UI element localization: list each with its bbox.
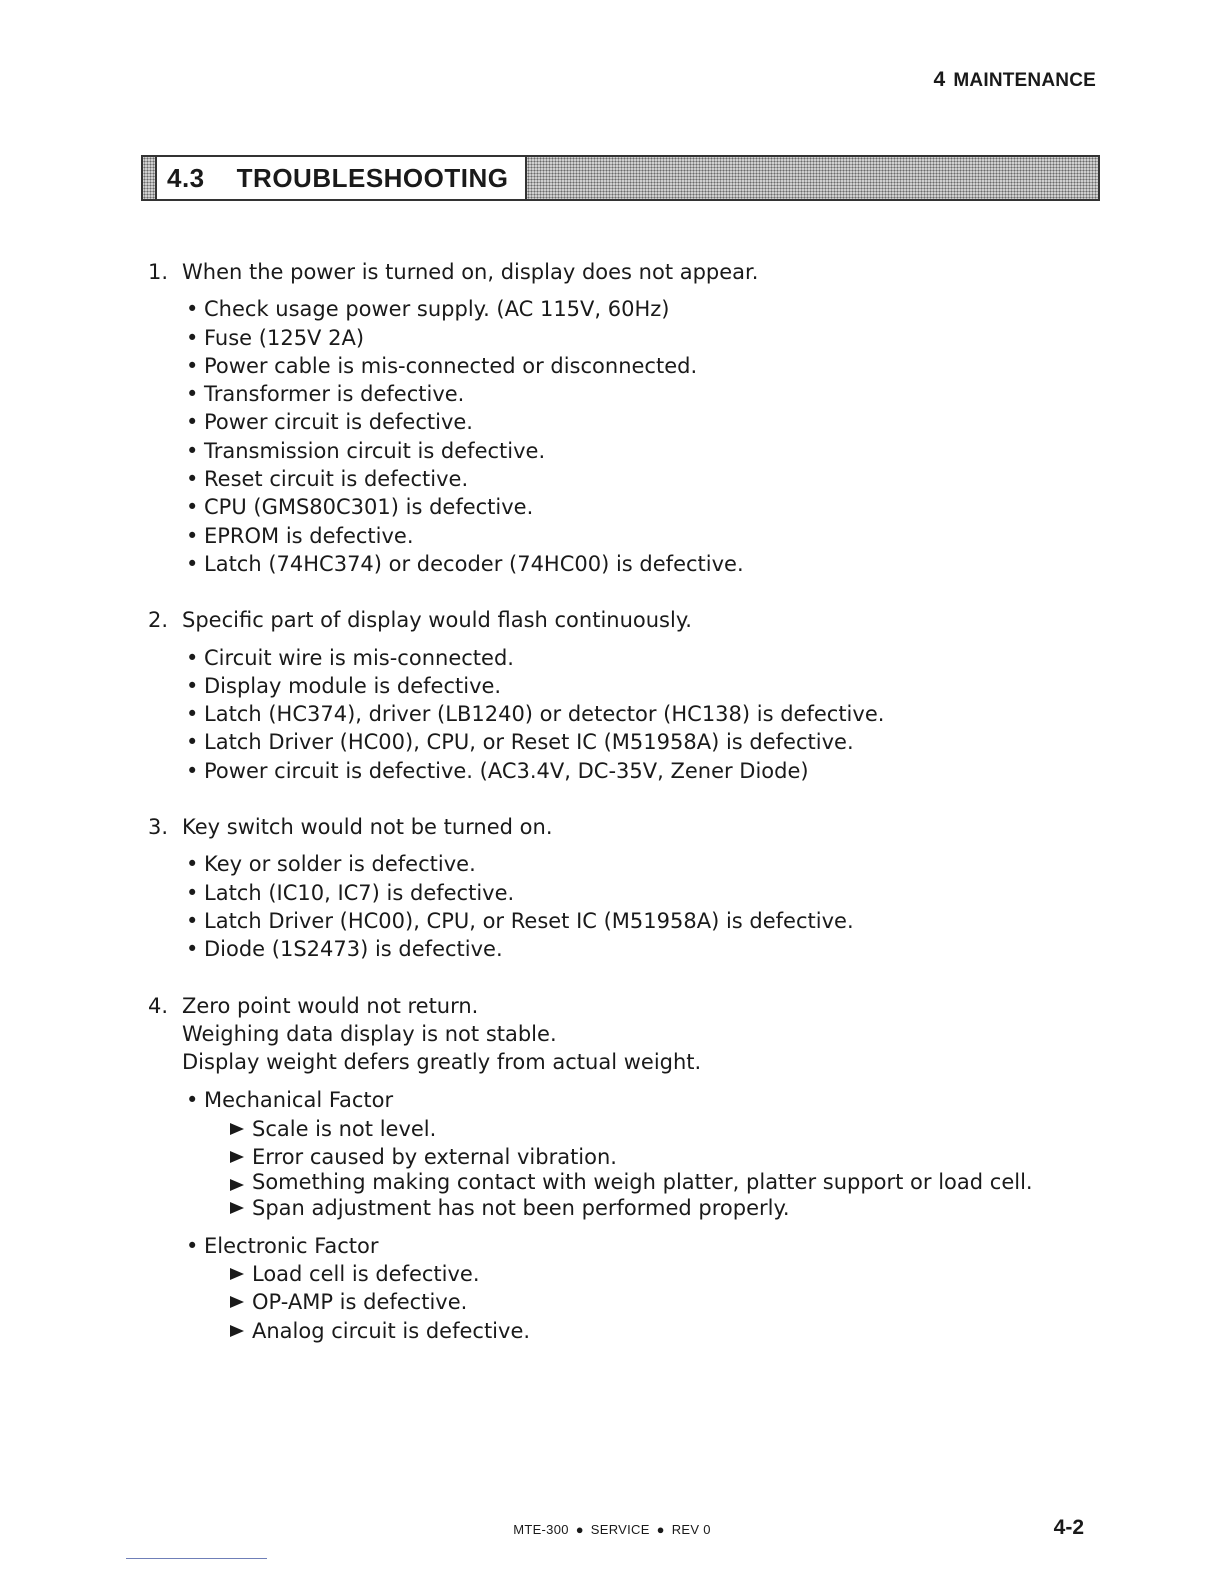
section-bar-left-stipple: [143, 157, 157, 199]
bullet-icon: •: [186, 730, 199, 755]
cause-text: Latch (74HC374) or decoder (74HC00) is defective.: [204, 551, 744, 576]
bullet-icon: •: [186, 937, 199, 962]
bullet-icon: •: [186, 297, 199, 322]
cause-item: [186, 550, 1098, 578]
triangle-arrow-icon: [230, 1179, 244, 1191]
factor-cause-text: Analog circuit is defective.: [252, 1318, 531, 1343]
cause-item: [186, 644, 1098, 672]
cause-item: [186, 352, 1098, 380]
bullet-icon: •: [186, 523, 199, 548]
bottom-divider: [126, 1558, 267, 1559]
bullet-icon: •: [186, 645, 199, 670]
cause-item: [186, 935, 1098, 963]
triangle-arrow-icon: [230, 1151, 244, 1163]
footer-revision: REV 0: [671, 1522, 711, 1537]
cause-text: Diode (1S2473) is defective.: [204, 937, 503, 962]
footer-separator-icon: ●: [656, 1522, 665, 1537]
troubleshooting-item-4: [148, 992, 1098, 1345]
bullet-icon: •: [186, 410, 199, 435]
cause-text: Latch (HC374), driver (LB1240) or detector (HC138) is defective.: [204, 702, 885, 727]
cause-item: [186, 757, 1098, 785]
factor-list: [182, 1086, 1098, 1344]
cause-text: Latch Driver (HC00), CPU, or Reset IC (M51958A) is defective.: [204, 730, 854, 755]
factor-cause-text: Span adjustment has not been performed properly.: [252, 1196, 790, 1221]
bullet-icon: •: [186, 852, 199, 877]
cause-text: Reset circuit is defective.: [204, 467, 469, 492]
cause-item: [186, 465, 1098, 493]
triangle-arrow-icon: [230, 1123, 244, 1135]
bullet-icon: •: [186, 353, 199, 378]
item-symptom: When the power is turned on, display does not appear.: [182, 260, 759, 284]
cause-item: [186, 324, 1098, 352]
factor-cause-list: [204, 1260, 1098, 1345]
cause-text: Circuit wire is mis-connected.: [204, 645, 514, 670]
triangle-arrow-icon: [230, 1296, 244, 1308]
factor-group-mechanical: [186, 1086, 1098, 1222]
footer-separator-icon: ●: [575, 1522, 584, 1537]
factor-cause-item: [230, 1143, 1098, 1171]
cause-list: [182, 295, 1098, 578]
cause-text: Latch (IC10, IC7) is defective.: [204, 880, 515, 905]
cause-text: Check usage power supply. (AC 115V, 60Hz): [204, 297, 670, 322]
item-symptom: Weighing data display is not stable.: [182, 1021, 557, 1046]
factor-cause-text: OP-AMP is defective.: [252, 1290, 468, 1315]
chapter-header: [934, 68, 1096, 92]
bullet-icon: •: [186, 325, 199, 350]
item-number: 4.: [148, 993, 169, 1018]
item-symptom: Zero point would not return.: [182, 993, 479, 1018]
bullet-icon: •: [186, 1233, 199, 1258]
bullet-icon: •: [186, 702, 199, 727]
cause-text: Key or solder is defective.: [204, 852, 476, 877]
factor-label: Electronic Factor: [204, 1233, 379, 1258]
troubleshooting-list: [148, 258, 1098, 1373]
cause-text: Latch Driver (HC00), CPU, or Reset IC (M51958A) is defective.: [204, 908, 854, 933]
factor-cause-item: [230, 1171, 1098, 1194]
item-number: 1.: [148, 260, 169, 284]
cause-text: Fuse (125V 2A): [204, 325, 365, 350]
factor-cause-item: [230, 1260, 1098, 1288]
bullet-icon: •: [186, 382, 199, 407]
triangle-arrow-icon: [230, 1268, 244, 1280]
factor-cause-text: Scale is not level.: [252, 1116, 437, 1141]
cause-text: Transformer is defective.: [204, 382, 465, 407]
bullet-icon: •: [186, 438, 199, 463]
triangle-arrow-icon: [230, 1202, 244, 1214]
page-footer: [0, 1522, 1224, 1537]
cause-item: [186, 408, 1098, 436]
bullet-icon: •: [186, 908, 199, 933]
troubleshooting-item-1: [148, 258, 1098, 578]
cause-list: [182, 850, 1098, 963]
cause-text: Display module is defective.: [204, 673, 502, 698]
cause-item: [186, 700, 1098, 728]
footer-model: MTE-300: [513, 1522, 569, 1537]
cause-item: [186, 728, 1098, 756]
factor-cause-item: [230, 1194, 1098, 1222]
bullet-icon: •: [186, 551, 199, 576]
cause-item: [186, 879, 1098, 907]
troubleshooting-item-2: [148, 606, 1098, 785]
factor-cause-text: Something making contact with weigh platter, platter support or load cell.: [252, 1170, 1033, 1195]
cause-item: [186, 850, 1098, 878]
section-heading: TROUBLESHOOTING: [236, 162, 509, 193]
factor-cause-item: [230, 1288, 1098, 1316]
factor-group-electronic: [186, 1232, 1098, 1345]
bullet-icon: •: [186, 673, 199, 698]
cause-item: [186, 907, 1098, 935]
page-number: 4-2: [1053, 1516, 1084, 1539]
cause-item: [186, 672, 1098, 700]
cause-text: Power circuit is defective. (AC3.4V, DC-35V, Zener Diode): [204, 758, 809, 783]
bullet-icon: •: [186, 880, 199, 905]
footer-manual: SERVICE: [590, 1522, 650, 1537]
cause-item: [186, 522, 1098, 550]
factor-label: Mechanical Factor: [204, 1088, 394, 1113]
cause-text: EPROM is defective.: [204, 523, 414, 548]
item-symptom: Key switch would not be turned on.: [182, 815, 553, 840]
chapter-title: MAINTENANCE: [953, 70, 1096, 91]
item-symptom: Display weight defers greatly from actual weight.: [182, 1050, 702, 1075]
item-number: 3.: [148, 815, 169, 840]
item-number: 2.: [148, 608, 169, 633]
bullet-icon: •: [186, 758, 199, 783]
cause-text: Power cable is mis-connected or disconnected.: [204, 353, 698, 378]
triangle-arrow-icon: [230, 1325, 244, 1337]
item-symptom: Specific part of display would flash continuously.: [182, 608, 692, 633]
bullet-icon: •: [186, 495, 199, 520]
factor-cause-item: [230, 1317, 1098, 1345]
bullet-icon: •: [186, 467, 199, 492]
chapter-number: 4: [933, 68, 946, 91]
bullet-icon: •: [186, 1088, 199, 1113]
section-number: 4.3: [167, 162, 205, 193]
cause-text: CPU (GMS80C301) is defective.: [204, 495, 534, 520]
cause-list: [182, 644, 1098, 785]
cause-item: [186, 295, 1098, 323]
cause-item: [186, 437, 1098, 465]
cause-item: [186, 380, 1098, 408]
factor-cause-text: Error caused by external vibration.: [252, 1145, 617, 1170]
factor-cause-text: Load cell is defective.: [252, 1261, 480, 1286]
factor-cause-item: [230, 1115, 1098, 1143]
cause-text: Transmission circuit is defective.: [204, 438, 546, 463]
cause-item: [186, 493, 1098, 521]
section-bar-stipple-fill: [527, 157, 1099, 199]
factor-cause-list: [204, 1115, 1098, 1223]
section-title-bar: [141, 155, 1100, 201]
troubleshooting-item-3: [148, 813, 1098, 963]
section-title: [157, 157, 527, 199]
cause-text: Power circuit is defective.: [204, 410, 473, 435]
